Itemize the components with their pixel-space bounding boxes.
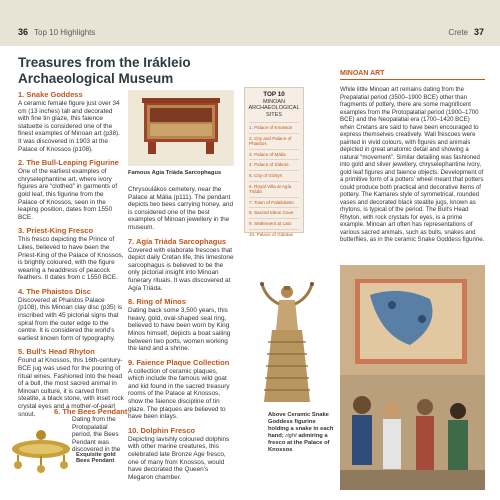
section-text: This fresco depicting the Prince of Lilies, believed to have been the Priest-King of the Palace of Knossos, is brightly coloured, with the figure wearing a headdress of peacock feathers. It dates from c 1550 BCE.: [18, 236, 124, 282]
goddess-caption: [268, 412, 336, 453]
section-heading: 4. The Phaistos Disc: [18, 286, 91, 296]
list-item: 2. City and Palace of Phaistos: [249, 133, 299, 149]
page-header: [0, 0, 500, 46]
section-heading: 2. The Bull-Leaping Figurine: [18, 158, 119, 168]
right-running-title: Crete: [448, 28, 468, 37]
minoan-art-heading: MINOAN ART: [340, 70, 485, 80]
column-2: [128, 186, 234, 486]
section-text: A ceramic female figure just over 34 cm (13 inches) tall and decorated with fine tin glaze, this faience statuette is considered one of the finest examples of Minoan art (p38). It was discovered in 1903 at the Palace of Knossos (p108).: [18, 100, 120, 153]
section-text: Chrysoulákos cemetery, near the Palace at Mália (p111). The pendant depicts two bees carrying honey, and is considered one of the best examples of Minoan jewellery in the museum.: [128, 186, 234, 231]
right-page-number: 37: [473, 27, 484, 37]
right-folio: [448, 27, 484, 37]
left-page-number: 36: [18, 27, 29, 37]
snake-goddess-image: [258, 282, 316, 407]
section-heading: 1. Snake Goddess: [18, 90, 83, 99]
caption-bold: Above Ceramic Snake Goddess figurine holding a snake in each hand;: [268, 412, 334, 439]
pendant-caption: Exquisite gold Bees Pendant: [76, 452, 116, 464]
top10-box-title: TOP 10: [263, 91, 285, 98]
section-text: Dating back some 3,500 years, this heavy, gold, oval-shaped seal ring, believed to have been worn by King Minos himself, depicts a boat sailing between two ports, women working the land and a shrine.: [128, 307, 231, 353]
section-text: Depicting lavishly coloured dolphins with other marine creatures, this celebrated late Bronze Age fresco, one of many from Knossos, would have decorated the Queen’s Megaron chamber.: [128, 435, 230, 481]
section-text: Dating from the Protopalatial period, the Bees Pendant was discovered in the: [72, 416, 121, 454]
list-item: 8. Sacred Ideon Cave: [249, 207, 299, 218]
section-heading: 5. Bull’s Head Rhyton: [18, 347, 95, 357]
list-item: 4. Palace of Zákros: [249, 159, 299, 170]
left-folio: [18, 27, 95, 37]
top10-list: [245, 122, 303, 239]
section-text: One of the earliest examples of chryselephantine art, where ivory figures are “clothed” in garments of gold leaf, this figurine from the Palace of Knossos, seen in the leaping position, dates from 1550 BCE.: [18, 168, 118, 221]
section-heading: 8. Ring of Minos: [128, 297, 186, 307]
list-item: 3. Palace of Mália: [249, 149, 299, 160]
top10-box-header: [245, 92, 303, 118]
caption-italic: right: [285, 432, 297, 439]
list-item: 9. Settlement at Lato: [249, 218, 299, 229]
list-item: 1. Palace of Knossos: [249, 122, 299, 133]
minoan-art-text: While little Minoan art remains dating from the Prepalatial period (3500–1900 BCE) other than fragments of pottery, there are some magnificent examples from the Protopalatial period (1900–1700 BCE) and the Neopalatial era (1700–1420 BCE) when Cretans are said to have been encouraged to express themselves creatively. Wall frescoes were painted in vivid colours, with figures and animals depicted in great anatomic detail and showing a natural “movement”. Similar detailing was fashioned into gold and silver jewellery, chryselephantine ivory, gold leaf figures and faience objects. Development of a primitive form of a potters’ wheel meant that potters could produce both practical and decorative items of pottery. The Kamares style of symmetrical, rounded vases and decorated black steatite jugs, known as rhytons, is typical of the period. The Bull’s Head Rhyton, with rock crystals for eyes, is a prime example. Minoan art often has representations of various sacred animals, such as bulls, snakes and butterflies, as in the ceramic Snake Goddess figurine.: [340, 86, 485, 243]
section-heading: 7. Agía Triáda Sarcophagus: [128, 236, 227, 246]
page-title: Treasures from the Irákleio Archaeological Museum: [18, 55, 191, 86]
section-heading: 9. Faience Plaque Collection: [128, 357, 230, 367]
section-heading: 6. The Bees Pendant: [54, 407, 128, 416]
list-item: 10. Palace of Gálatas: [249, 229, 299, 240]
section-text: Found at Knossos, this 16th-century-BCE jug was used for the pouring of ritual wines. Fashioned into the head of a bull, the most sacred animal in Minoan culture, it is carved from steatite, a black stone, with inset rock crystal eyes and a mother-of-pearl snout.: [18, 357, 124, 418]
caption-rest: admiring a fresco at the Palace of Knossos: [268, 432, 330, 453]
sarcophagus-image: [128, 90, 234, 166]
left-running-title: Top 10 Highlights: [34, 28, 96, 37]
knossos-fresco-photo: [340, 265, 485, 490]
section-text: Covered with elaborate frescoes that depict daily Cretan life, this limestone sarcophagus is believed to be the only pictorial insight into Minoan funerary rituals. It was discovered at Agía Triáda.: [128, 246, 234, 292]
list-item: 7. Town of Palaikástro: [249, 197, 299, 208]
list-item: 5. City of Górtys: [249, 170, 299, 181]
section-heading: 3. Priest-King Fresco: [18, 226, 94, 236]
section-text: A collection of ceramic plaques, which include the famous wild goat and kid found in the sacred treasury rooms of the Palace at Knossos, show the faience discipline of tin glaze. The plaques are believed to have been inlays.: [128, 367, 230, 421]
list-item: 6. Royal Villa at Agía Triáda: [249, 181, 299, 197]
section-6: [54, 407, 128, 454]
top10-sidebar-box: [244, 87, 304, 237]
section-heading: 10. Dolphin Fresco: [128, 425, 196, 435]
sarcophagus-caption: Famous Agia Triáda Sarcophagus: [128, 170, 222, 176]
top10-box-subtitle: MINOAN ARCHAEOLOGICAL SITES: [248, 98, 300, 118]
column-1: [18, 90, 124, 423]
bees-pendant-image: [10, 425, 72, 475]
section-text: Discovered at Phaistos Palace (p108), this Minoan clay disc (p35) is inscribed with 45 pictorial signs that spiral from the outer edge to the centre. It is considered the world’s earliest known form of typography.: [18, 296, 123, 342]
